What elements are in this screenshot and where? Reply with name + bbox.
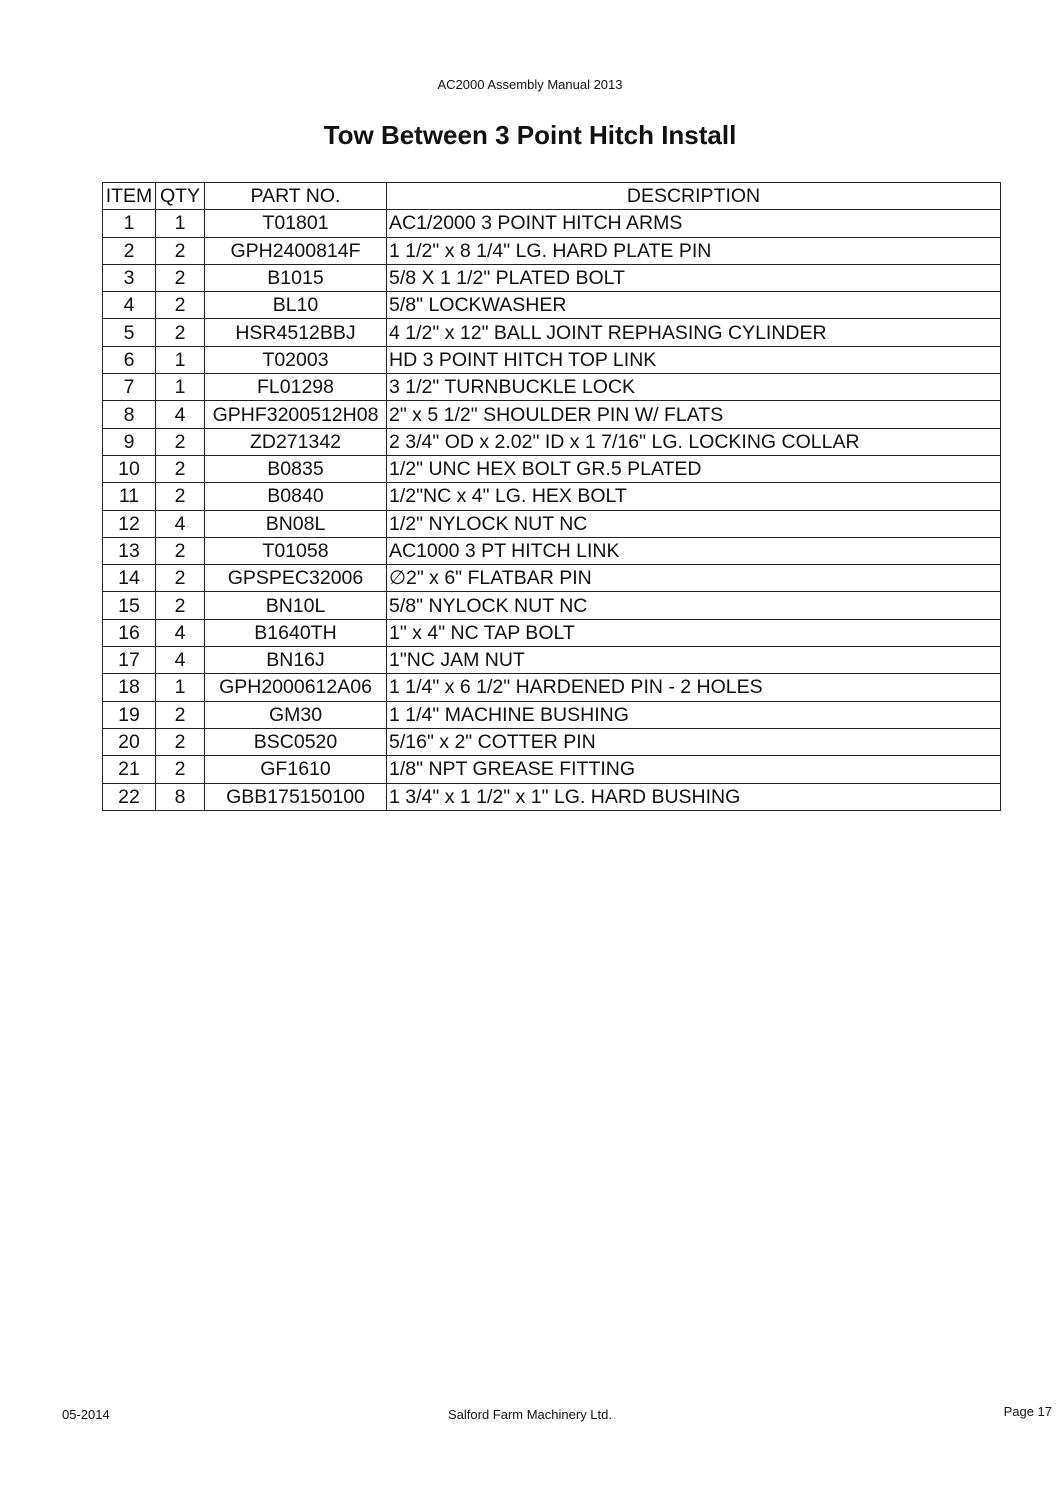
item-cell: 2 [103,237,156,264]
item-cell: 21 [103,756,156,783]
item-cell: 18 [103,674,156,701]
footer-page-number: Page 17 [1003,1404,1052,1419]
part-no-cell: GPHF3200512H08 [205,401,387,428]
part-no-cell: HSR4512BBJ [205,319,387,346]
part-no-cell: BL10 [205,292,387,319]
item-cell: 1 [103,210,156,237]
qty-cell: 2 [156,319,205,346]
qty-cell: 1 [156,374,205,401]
item-cell: 7 [103,374,156,401]
description-cell: 1 1/4" x 6 1/2" HARDENED PIN - 2 HOLES [387,674,1001,701]
item-cell: 16 [103,619,156,646]
table-row [103,783,1001,810]
table-row [103,237,1001,264]
part-no-cell: T02003 [205,346,387,373]
part-no-cell: GF1610 [205,756,387,783]
item-cell: 9 [103,428,156,455]
page-title: Tow Between 3 Point Hitch Install [323,120,737,150]
table-row [103,510,1001,537]
item-cell: 4 [103,292,156,319]
part-no-cell: BN08L [205,510,387,537]
part-no-cell: T01801 [205,210,387,237]
header-row [103,183,1001,210]
description-cell: 4 1/2" x 12" BALL JOINT REPHASING CYLINDER [387,319,1001,346]
item-cell: 19 [103,701,156,728]
table-row [103,647,1001,674]
table-row [103,592,1001,619]
part-no-cell: B0840 [205,483,387,510]
item-cell: 10 [103,455,156,482]
table-row [103,401,1001,428]
qty-cell: 2 [156,237,205,264]
table-row [103,728,1001,755]
item-cell: 5 [103,319,156,346]
qty-cell: 4 [156,619,205,646]
table-row [103,537,1001,564]
qty-cell: 1 [156,210,205,237]
table-row [103,483,1001,510]
item-cell: 20 [103,728,156,755]
item-cell: 3 [103,264,156,291]
qty-cell: 2 [156,756,205,783]
qty-cell: 2 [156,483,205,510]
column-header-item: ITEM [103,183,156,210]
table-row [103,374,1001,401]
description-cell: 3 1/2" TURNBUCKLE LOCK [387,374,1001,401]
part-no-cell: ZD271342 [205,428,387,455]
qty-cell: 2 [156,537,205,564]
qty-cell: 2 [156,565,205,592]
table-row [103,428,1001,455]
part-no-cell: T01058 [205,537,387,564]
description-cell: 1/2"NC x 4" LG. HEX BOLT [387,483,1001,510]
qty-cell: 1 [156,674,205,701]
description-cell: 1 1/2" x 8 1/4" LG. HARD PLATE PIN [387,237,1001,264]
qty-cell: 2 [156,428,205,455]
table-row [103,565,1001,592]
table-row [103,455,1001,482]
part-no-cell: GPH2400814F [205,237,387,264]
part-no-cell: BN16J [205,647,387,674]
qty-cell: 8 [156,783,205,810]
item-cell: 13 [103,537,156,564]
item-cell: 6 [103,346,156,373]
description-cell: 1" x 4" NC TAP BOLT [387,619,1001,646]
qty-cell: 1 [156,346,205,373]
item-cell: 22 [103,783,156,810]
table-row [103,701,1001,728]
column-header-part-no: PART NO. [205,183,387,210]
description-cell: 5/8" NYLOCK NUT NC [387,592,1001,619]
parts-table [102,182,1001,811]
item-cell: 17 [103,647,156,674]
part-no-cell: GM30 [205,701,387,728]
description-cell: 2 3/4" OD x 2.02" ID x 1 7/16" LG. LOCKING COLLAR [387,428,1001,455]
table-row [103,756,1001,783]
description-cell: 1 3/4" x 1 1/2" x 1" LG. HARD BUSHING [387,783,1001,810]
qty-cell: 2 [156,701,205,728]
description-cell: 1/2" UNC HEX BOLT GR.5 PLATED [387,455,1001,482]
part-no-cell: BN10L [205,592,387,619]
qty-cell: 2 [156,264,205,291]
part-no-cell: GPH2000612A06 [205,674,387,701]
description-cell: AC1000 3 PT HITCH LINK [387,537,1001,564]
part-no-cell: GPSPEC32006 [205,565,387,592]
description-cell: 2" x 5 1/2" SHOULDER PIN W/ FLATS [387,401,1001,428]
column-header-description: DESCRIPTION [387,183,1001,210]
description-cell: HD 3 POINT HITCH TOP LINK [387,346,1001,373]
parts-table-header [103,183,1001,210]
qty-cell: 2 [156,292,205,319]
description-cell: ∅2" x 6" FLATBAR PIN [387,565,1001,592]
footer-date: 05-2014 [62,1407,110,1422]
item-cell: 11 [103,483,156,510]
table-row [103,292,1001,319]
table-row [103,264,1001,291]
part-no-cell: B0835 [205,455,387,482]
part-no-cell: GBB175150100 [205,783,387,810]
qty-cell: 4 [156,510,205,537]
qty-cell: 2 [156,592,205,619]
table-row [103,319,1001,346]
qty-cell: 4 [156,401,205,428]
description-cell: 1"NC JAM NUT [387,647,1001,674]
column-header-qty: QTY [156,183,205,210]
item-cell: 12 [103,510,156,537]
table-row [103,346,1001,373]
description-cell: 1/2" NYLOCK NUT NC [387,510,1001,537]
description-cell: 5/8 X 1 1/2" PLATED BOLT [387,264,1001,291]
footer-company: Salford Farm Machinery Ltd. [447,1407,612,1422]
description-cell: 5/8" LOCKWASHER [387,292,1001,319]
description-cell: AC1/2000 3 POINT HITCH ARMS [387,210,1001,237]
table-row [103,210,1001,237]
description-cell: 1/8" NPT GREASE FITTING [387,756,1001,783]
qty-cell: 2 [156,455,205,482]
item-cell: 15 [103,592,156,619]
part-no-cell: B1640TH [205,619,387,646]
part-no-cell: FL01298 [205,374,387,401]
table-row [103,674,1001,701]
item-cell: 8 [103,401,156,428]
qty-cell: 4 [156,647,205,674]
part-no-cell: B1015 [205,264,387,291]
part-no-cell: BSC0520 [205,728,387,755]
manual-header: AC2000 Assembly Manual 2013 [437,77,623,92]
qty-cell: 2 [156,728,205,755]
table-row [103,619,1001,646]
description-cell: 1 1/4" MACHINE BUSHING [387,701,1001,728]
item-cell: 14 [103,565,156,592]
description-cell: 5/16" x 2" COTTER PIN [387,728,1001,755]
parts-table-body [103,210,1001,811]
